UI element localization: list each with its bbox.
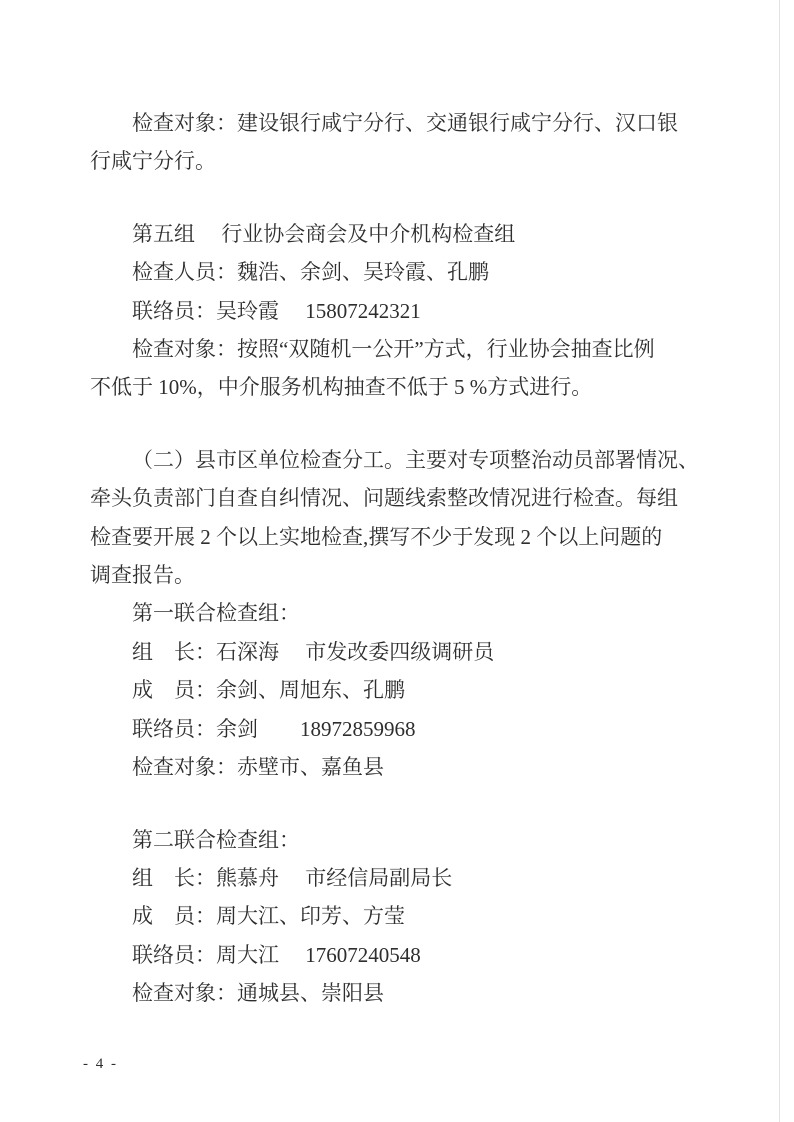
team2-targets: 检查对象：通城县、崇阳县 — [132, 981, 384, 1006]
team2-section — [90, 821, 706, 1013]
team1-section — [90, 594, 706, 786]
doc-line: 检查对象：建设银行咸宁分行、交通银行咸宁分行、汉口银 — [132, 111, 678, 135]
doc-line: （二）县市区单位检查分工。主要对专项整治动员部署情况、 — [132, 447, 699, 472]
doc-line: 调查报告。 — [90, 563, 195, 588]
doc-line: 不低于 10%，中介服务机构抽查不低于 5 %方式进行。 — [90, 375, 593, 400]
page-number: - 4 - — [83, 1056, 118, 1072]
group5-inspectors: 检查人员：魏浩、余剑、吴玲霞、孔鹏 — [132, 260, 489, 285]
team1-liaison: 联络员：余剑 18972859968 — [132, 716, 416, 741]
document-body — [90, 104, 706, 1013]
group5-section — [90, 215, 706, 407]
team2-title: 第二联合检查组： — [132, 827, 300, 852]
team1-targets: 检查对象：赤壁市、嘉鱼县 — [132, 755, 384, 780]
team2-liaison: 联络员：周大江 17607240548 — [132, 942, 421, 967]
team1-title: 第一联合检查组： — [132, 601, 300, 626]
group5-title: 第五组 行业协会商会及中介机构检查组 — [132, 221, 516, 246]
team1-members: 成 员：余剑、周旭东、孔鹏 — [132, 678, 405, 703]
team2-leader: 组 长：熊慕舟 市经信局副局长 — [132, 865, 453, 890]
doc-line: 检查对象：按照“双随机一公开”方式，行业协会抽查比例 — [132, 337, 655, 362]
doc-line: 行咸宁分行。 — [90, 149, 216, 174]
doc-line: 牵头负责部门自查自纠情况、问题线索整改情况进行检查。每组 — [90, 486, 678, 511]
team1-leader: 组 长：石深海 市发改委四级调研员 — [132, 639, 495, 664]
section-two-paragraph — [90, 441, 706, 595]
doc-line: 检查要开展 2 个以上实地检查,撰写不少于发现 2 个以上问题的 — [90, 524, 663, 549]
scan-artifact-line — [779, 0, 780, 1122]
team2-members: 成 员：周大江、印芳、方莹 — [132, 904, 405, 929]
group5-liaison: 联络员：吴玲霞 15807242321 — [132, 298, 421, 323]
paragraph-bank-targets — [90, 104, 706, 181]
